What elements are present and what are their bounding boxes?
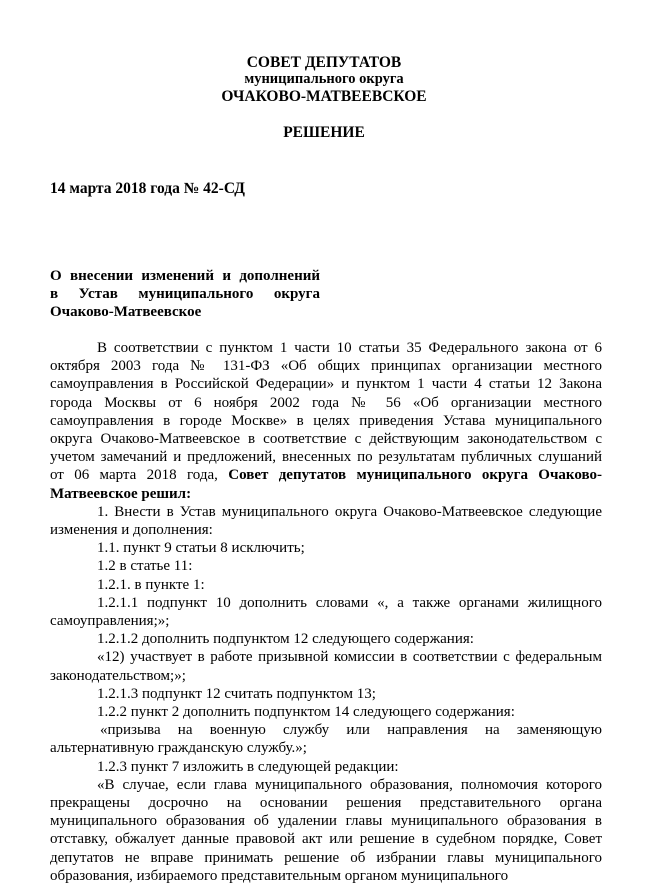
item-1-2-3: 1.2.3 пункт 7 изложить в следующей редакции: <box>97 758 399 775</box>
document-type: РЕШЕНИЕ <box>283 124 365 141</box>
item-1-1: 1.1. пункт 9 статьи 8 исключить; <box>97 540 305 557</box>
quote-subitem-14: «призыва на военную службу или направления на заменяющую альтернативную гражданскую службу.»; <box>50 722 602 757</box>
subject-line-1: О внесении изменений и дополнений <box>50 268 320 284</box>
item-1-2-1: 1.2.1. в пункте 1: <box>97 576 205 593</box>
item-1-2-1-3: 1.2.1.3 подпункт 12 считать подпунктом 13; <box>97 685 376 702</box>
council-title: СОВЕТ ДЕПУТАТОВ <box>246 54 402 71</box>
decision-date-number: 14 марта 2018 года № 42-СД <box>50 180 245 197</box>
item-1-2-1-1: 1.2.1.1 подпункт 10 дополнить словами «, а также органами жилищного самоуправления;»; <box>50 594 602 630</box>
preamble-text: В соответствии с пунктом 1 части 10 статьи 35 Федерального закона от 6 октября 2003 года № 131-ФЗ «Об общих принципах организации местного самоуправления в Российской Федерации» и пунктом 1 части 4 статьи 12 Закона города Москвы от 6 ноября 2002 года № 56 «Об организации местного самоуправления в городе Москве» в целях приведения Устава муниципального округа Очаково-Матвеевское в соответствие с действующим законодательством с учетом замечаний и предложений, внесенных по результатам публичных слушаний от 06 марта 2018 года, <box>50 340 602 484</box>
district-type: муниципального округа <box>244 71 404 87</box>
decision-body <box>50 339 602 885</box>
item-1-2: 1.2 в статье 11: <box>97 558 193 575</box>
preamble-resolution: Совет депутатов муниципального округа Очаково-Матвеевское решил: <box>50 467 602 502</box>
decision-subject <box>50 267 320 321</box>
item-1-2-2: 1.2.2 пункт 2 дополнить подпунктом 14 следующего содержания: <box>97 704 515 721</box>
subject-line-3: Очаково-Матвеевское <box>50 304 202 320</box>
item-1: 1. Внести в Устав муниципального округа Очаково-Матвеевское следующие изменения и дополнения: <box>50 503 602 539</box>
district-name: ОЧАКОВО-МАТВЕЕВСКОЕ <box>221 88 427 105</box>
preamble-paragraph <box>50 339 602 503</box>
quote-item-7: «В случае, если глава муниципального образования, полномочия которого прекращены досрочно на основании решения представительного органа муниципального образования об удалении главы муниципального образования в отставку, обжалует данные правовой акт или решение в судебном порядке, Совет депутатов не вправе принимать решение об избрании главы муниципального образования, избираемого представительным органом муниципального <box>50 776 602 884</box>
item-1-2-1-2: 1.2.1.2 дополнить подпунктом 12 следующего содержания: <box>97 631 474 648</box>
subject-line-2: в Устав муниципального округа <box>50 286 320 302</box>
quote-subitem-12: «12) участвует в работе призывной комиссии в соответствии с федеральным законодательством;»; <box>50 649 602 684</box>
